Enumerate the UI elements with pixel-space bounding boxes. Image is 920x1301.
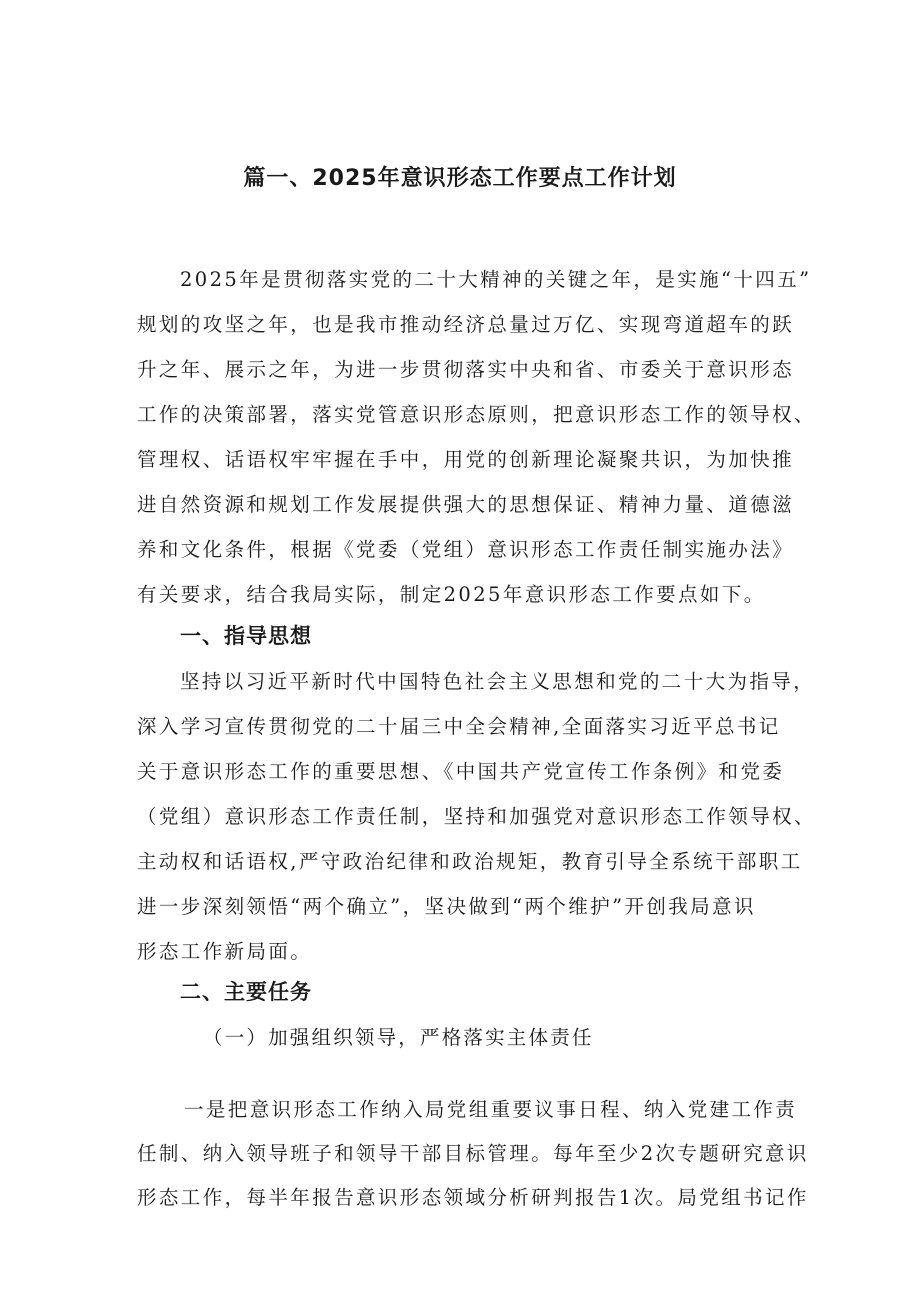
section1-line-3: 关于意识形态工作的重要思想、《中国共产党宣传工作条例》和党委 [137, 760, 785, 783]
intro-line-6: 进自然资源和规划工作发展提供强大的思想保证、精神力量、道德滋 [137, 493, 795, 516]
intro-line-2: 规划的攻坚之年，也是我市推动经济总量过万亿、实现弯道超车的跃 [137, 313, 795, 336]
section1-line-1: 坚持以习近平新时代中国特色社会主义思想和党的二十大为指导， [180, 670, 816, 693]
section1-line-6: 进一步深刻领悟“两个确立”，坚决做到“两个维护”开创我局意识 [137, 895, 756, 918]
intro-line-8: 有关要求，结合我局实际，制定2025年意识形态工作要点如下。 [137, 583, 766, 606]
section-heading-guiding-thought: 一、指导思想 [180, 624, 312, 648]
document-title: 篇一、2025年意识形态工作要点工作计划 [243, 166, 677, 191]
section2-line-3: 形态工作，每半年报告意识形态领域分析研判报告1次。局党组书记作 [137, 1186, 809, 1209]
intro-line-7: 养和文化条件，根据《党委（党组）意识形态工作责任制实施办法》 [137, 538, 795, 561]
section2-line-2: 任制、纳入领导班子和领导干部目标管理。每年至少2次专题研究意识 [137, 1142, 809, 1165]
section1-line-4: （党组）意识形态工作责任制，坚持和加强党对意识形态工作领导权、 [137, 805, 816, 828]
intro-line-5: 管理权、话语权牢牢握在手中，用党的创新理论凝聚共识，为加快推 [137, 448, 795, 471]
intro-line-4: 工作的决策部署，落实党管意识形态原则，把意识形态工作的领导权、 [137, 403, 816, 426]
intro-line-1: 2025年是贯彻落实党的二十大精神的关键之年，是实施“十四五” [180, 268, 812, 291]
intro-line-3: 升之年、展示之年，为进一步贯彻落实中央和省、市委关于意识形态 [137, 358, 795, 381]
section1-line-7: 形态工作新局面。 [137, 940, 313, 963]
section1-line-2: 深入学习宣传贯彻党的二十届三中全会精神,全面落实习近平总书记 [137, 715, 781, 738]
section-heading-main-tasks: 二、主要任务 [180, 980, 312, 1004]
section1-line-5: 主动权和话语权,严守政治纪律和政治规矩，教育引导全系统干部职工 [137, 850, 803, 873]
section2-line-1: 一是把意识形态工作纳入局党组重要议事日程、纳入党建工作责 [184, 1098, 798, 1121]
subsection-heading-organization: （一）加强组织领导，严格落实主体责任 [203, 1026, 594, 1049]
